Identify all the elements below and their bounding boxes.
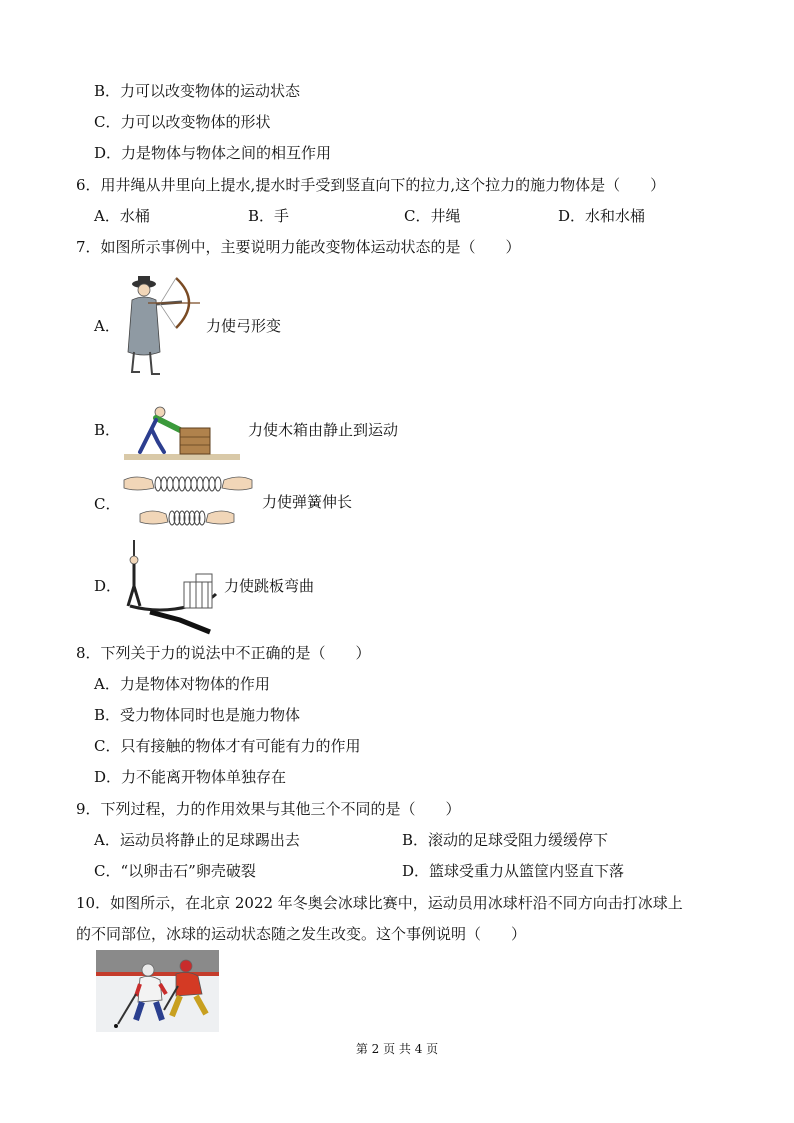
q8-option-d: D．力不能离开物体单独存在 [94,768,287,786]
q7-option-c-caption: 力使弹簧伸长 [262,493,353,511]
ice-hockey-photo [96,950,219,1032]
q9-option-d: D．篮球受重力从篮筐内竖直下落 [402,862,625,880]
q6-stem: 6．用井绳从井里向上提水,提水时手受到竖直向下的拉力,这个拉力的施力物体是（ ） [76,176,666,194]
q9-option-b: B．滚动的足球受阻力缓缓停下 [402,831,609,849]
q9-option-c: C．“以卵击石”卵壳破裂 [94,862,256,880]
q8-option-a: A．力是物体对物体的作用 [94,675,270,693]
push-box-image [122,402,242,464]
q7-option-a-letter: A． [94,317,120,335]
q7-option-d-letter: D． [94,577,122,595]
q7-option-b-caption: 力使木箱由静止到运动 [248,421,399,439]
q7-option-d-caption: 力使跳板弯曲 [224,577,315,595]
q7-option-b-letter: B． [94,421,121,439]
q6-option-b: B．手 [248,207,290,225]
q5-option-c: C．力可以改变物体的形状 [94,113,271,131]
diving-board-image [120,536,220,636]
page-footer: 第 2 页 共 4 页 [355,1042,439,1056]
q8-stem: 8．下列关于力的说法中不正确的是（ ） [76,644,371,662]
q5-option-d: D．力是物体与物体之间的相互作用 [94,144,332,162]
q6-option-d: D．水和水桶 [558,207,646,225]
q8-option-c: C．只有接触的物体才有可能有力的作用 [94,737,361,755]
q6-option-a: A．水桶 [94,207,150,225]
q9-stem: 9．下列过程，力的作用效果与其他三个不同的是（ ） [76,800,461,818]
archer-image [118,272,202,380]
q5-option-b: B．力可以改变物体的运动状态 [94,82,301,100]
q8-option-b: B．受力物体同时也是施力物体 [94,706,301,724]
q7-option-c-letter: C． [94,495,121,513]
q10-stem-line1: 10．如图所示，在北京 2022 年冬奥会冰球比赛中，运动员用冰球杆沿不同方向击打冰球上 [76,894,683,912]
q6-option-c: C．井绳 [404,207,461,225]
q7-option-a-caption: 力使弓形变 [206,317,282,335]
q7-stem: 7．如图所示事例中，主要说明力能改变物体运动状态的是（ ） [76,238,521,256]
q10-stem-line2: 的不同部位，冰球的运动状态随之发生改变。这个事例说明（ ） [76,925,527,943]
q9-option-a: A．运动员将静止的足球踢出去 [94,831,300,849]
spring-image [122,470,254,532]
